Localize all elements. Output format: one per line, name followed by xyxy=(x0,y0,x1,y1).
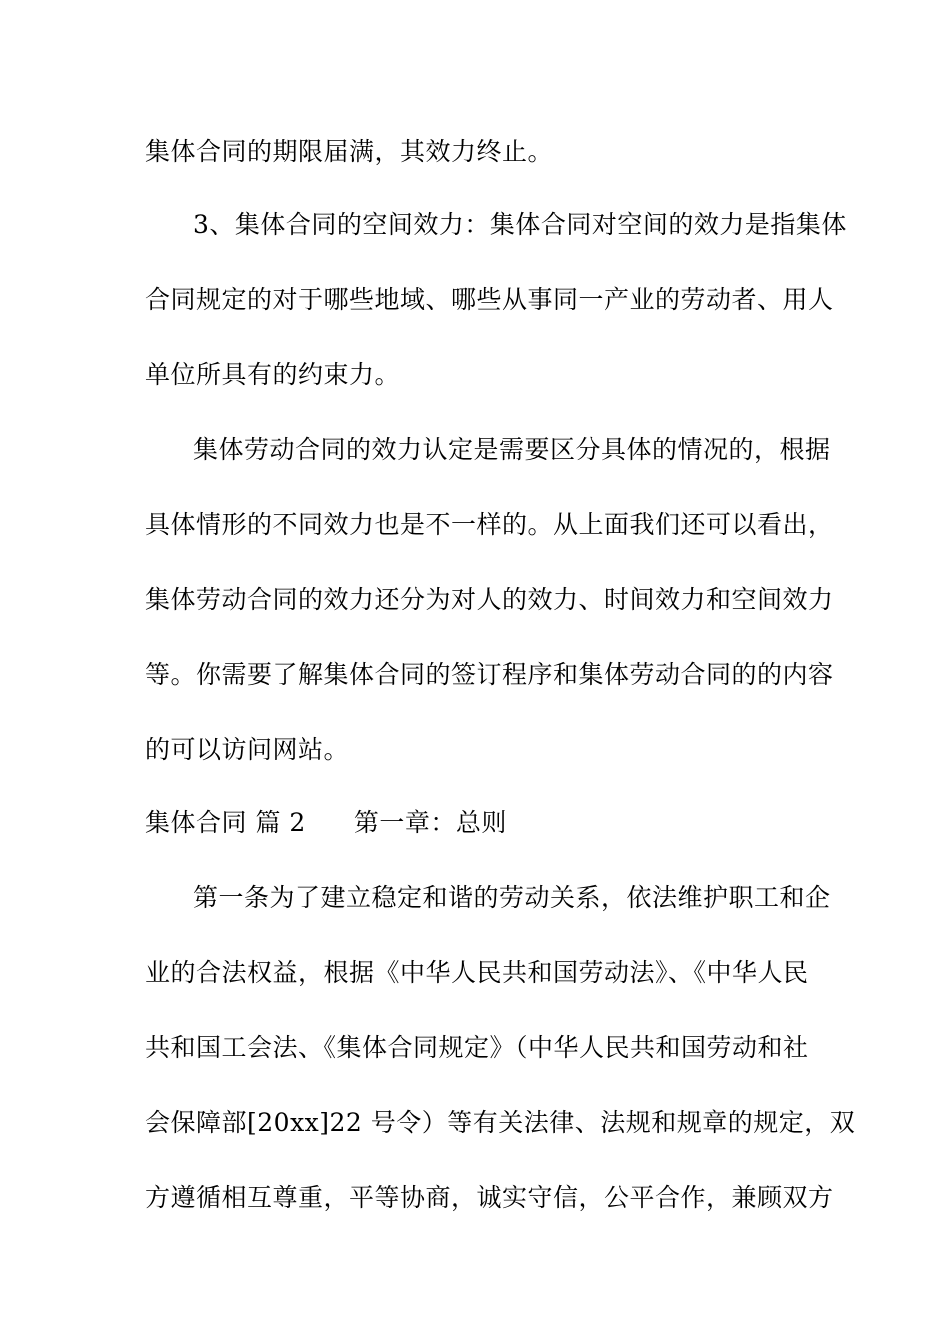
chapter-title: 第一章：总则 xyxy=(353,808,507,837)
paragraph-line: 的可以访问网站。 xyxy=(145,735,350,764)
paragraph-line: 单位所具有的约束力。 xyxy=(145,360,401,389)
paragraph-line: 等。你需要了解集体合同的签订程序和集体劳动合同的的内容 xyxy=(145,660,834,689)
section-title: 集体合同 篇 2 xyxy=(145,808,306,837)
paragraph-line: 合同规定的对于哪些地域、哪些从事同一产业的劳动者、用人 xyxy=(145,285,834,314)
paragraph-line: 第一条为了建立稳定和谐的劳动关系，依法维护职工和企 xyxy=(193,883,831,912)
paragraph-line: 集体合同的期限届满，其效力终止。 xyxy=(145,137,554,166)
paragraph-line: 集体劳动合同的效力还分为对人的效力、时间效力和空间效力 xyxy=(145,585,834,614)
paragraph-line: 3、集体合同的空间效力：集体合同对空间的效力是指集体 xyxy=(193,210,847,239)
section-heading xyxy=(145,808,507,838)
paragraph-line: 共和国工会法、《集体合同规定》（中华人民共和国劳动和社 xyxy=(145,1033,809,1062)
paragraph-line: 业的合法权益，根据《中华人民共和国劳动法》、《中华人民 xyxy=(145,958,809,987)
paragraph-line: 集体劳动合同的效力认定是需要区分具体的情况的，根据 xyxy=(193,435,831,464)
paragraph-line: 会保障部[20xx]22 号令）等有关法律、法规和规章的规定，双 xyxy=(145,1108,856,1137)
paragraph-line: 方遵循相互尊重，平等协商，诚实守信，公平合作，兼顾双方 xyxy=(145,1183,834,1212)
paragraph-line: 具体情形的不同效力也是不一样的。从上面我们还可以看出， xyxy=(145,510,834,539)
